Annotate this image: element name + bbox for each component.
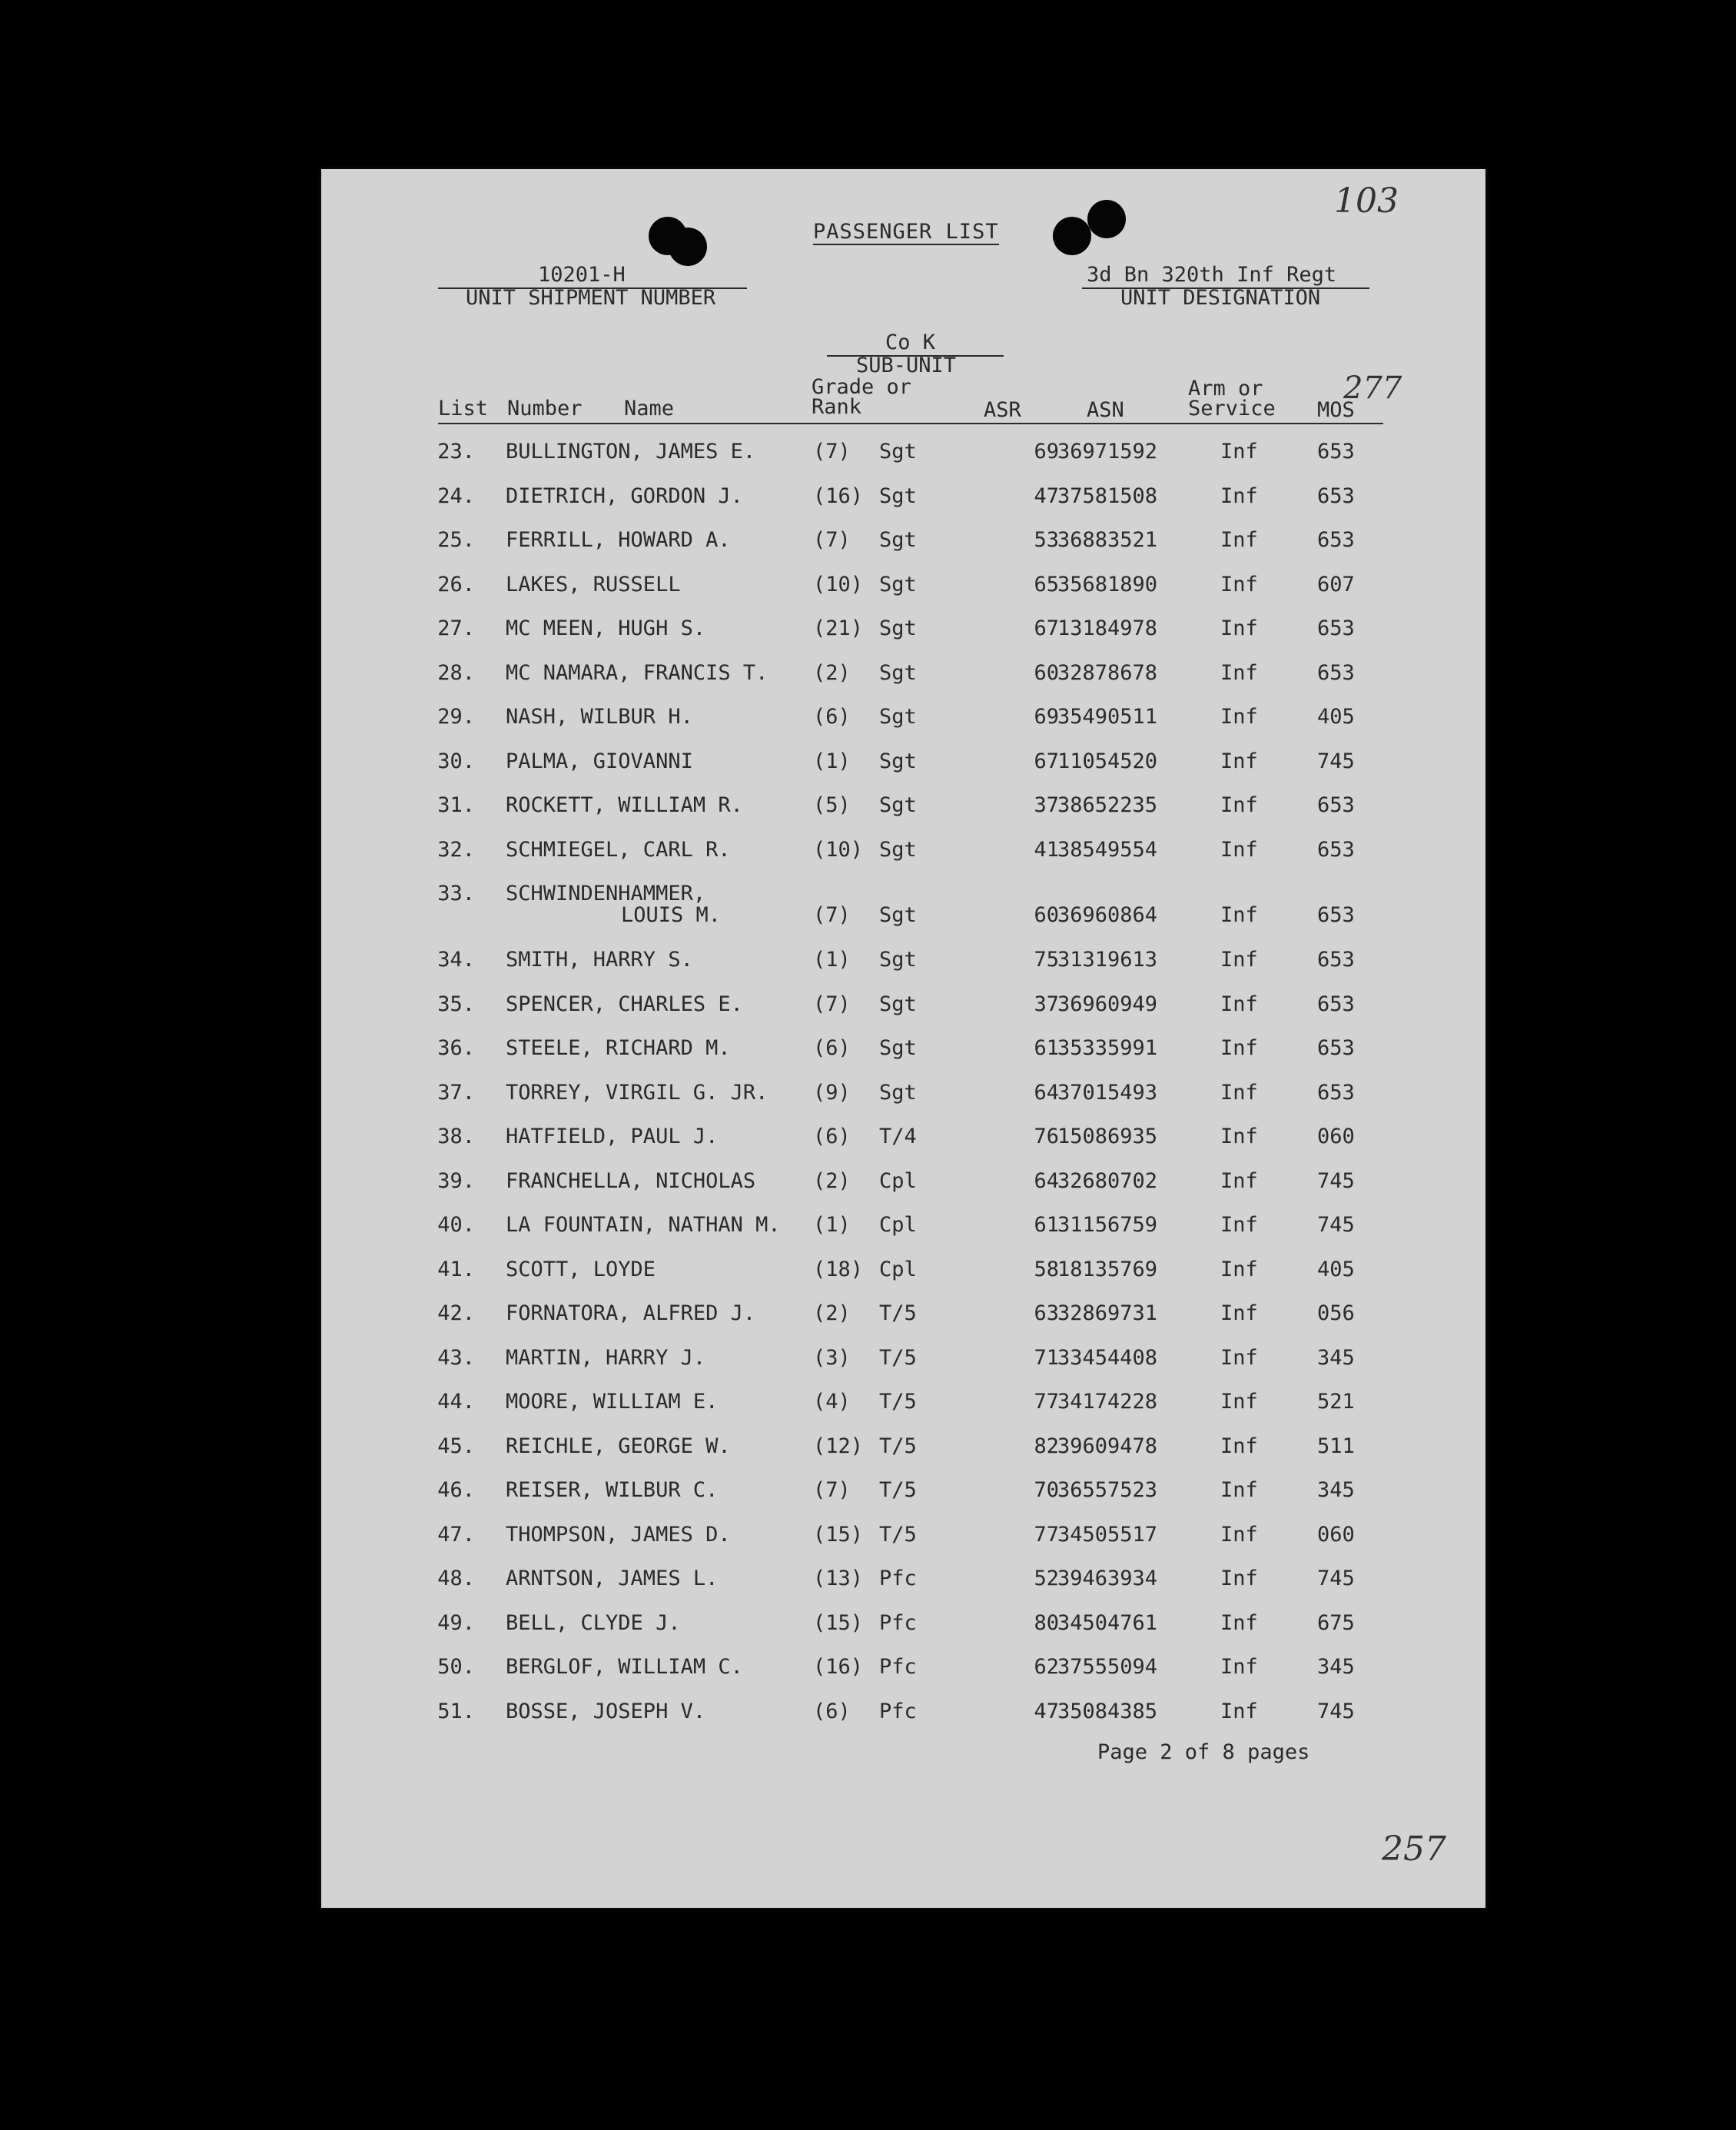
unit-shipment-label: UNIT SHIPMENT NUMBER <box>466 286 716 310</box>
cell-asn: 38652235 <box>1057 793 1158 817</box>
cell-name: SCHWINDENHAMMER, <box>506 882 706 905</box>
cell-grade: (21) <box>813 616 864 640</box>
cell-name: BULLINGTON, JAMES E. <box>506 440 756 464</box>
table-row <box>321 992 1485 1031</box>
cell-arm: Inf <box>1220 992 1258 1016</box>
cell-rank: Sgt <box>879 483 917 508</box>
cell-grade: (2) <box>813 1301 851 1325</box>
cell-arm: Inf <box>1220 948 1258 972</box>
cell-grade: (4) <box>813 1390 851 1414</box>
cell-name: SPENCER, CHARLES E. <box>506 992 743 1016</box>
cell-grade: (3) <box>813 1345 851 1370</box>
cell-mos: 675 <box>1317 1610 1355 1635</box>
cell-grade: (1) <box>813 948 851 972</box>
cell-asr: 70 <box>1034 1478 1059 1502</box>
cell-grade: (9) <box>813 1080 851 1105</box>
col-number: Number <box>507 397 583 420</box>
cell-grade: (1) <box>813 1213 851 1237</box>
cell-arm: Inf <box>1220 1345 1258 1370</box>
cell-asn: 38549554 <box>1057 837 1158 862</box>
cell-arm: Inf <box>1220 705 1258 729</box>
cell-rank: Sgt <box>879 948 917 972</box>
cell-grade: (12) <box>813 1434 864 1458</box>
cell-asn: 18135769 <box>1057 1257 1158 1281</box>
cell-name: MC MEEN, HUGH S. <box>506 616 706 640</box>
cell-grade: (5) <box>813 793 851 817</box>
cell-num: 35. <box>437 992 475 1016</box>
cell-num: 34. <box>437 948 475 972</box>
cell-asn: 37555094 <box>1057 1655 1158 1679</box>
handwritten-count: 277 <box>1343 371 1402 406</box>
cell-arm: Inf <box>1220 572 1258 596</box>
cell-asr: 60 <box>1034 660 1059 685</box>
table-row <box>321 616 1485 655</box>
cell-num: 47. <box>437 1522 475 1547</box>
table-row <box>321 1125 1485 1163</box>
cell-num: 33. <box>437 882 475 905</box>
page-title: PASSENGER LIST <box>813 220 999 244</box>
table-row <box>321 1036 1485 1075</box>
cell-arm: Inf <box>1220 1522 1258 1547</box>
cell-mos: 653 <box>1317 992 1355 1016</box>
cell-asn: 39463934 <box>1057 1567 1158 1590</box>
cell-rank: Cpl <box>879 1213 917 1237</box>
cell-num: 41. <box>437 1257 475 1281</box>
cell-asr: 58 <box>1034 1257 1059 1281</box>
table-row <box>321 793 1485 832</box>
cell-asn: 34505517 <box>1057 1522 1158 1547</box>
cell-name: BERGLOF, WILLIAM C. <box>506 1655 743 1679</box>
cell-arm: Inf <box>1220 903 1258 927</box>
cell-asr: 80 <box>1034 1610 1059 1635</box>
cell-rank: Sgt <box>879 705 917 729</box>
cell-num: 42. <box>437 1301 475 1325</box>
cell-name: TORREY, VIRGIL G. JR. <box>506 1080 768 1105</box>
cell-arm: Inf <box>1220 1257 1258 1281</box>
cell-arm: Inf <box>1220 1036 1258 1060</box>
table-row <box>321 1081 1485 1119</box>
cell-mos: 405 <box>1317 1257 1355 1281</box>
cell-asn: 36971592 <box>1057 440 1158 464</box>
cell-asn: 36960949 <box>1057 992 1158 1016</box>
cell-asr: 67 <box>1034 616 1059 640</box>
table-row <box>321 838 1485 876</box>
cell-grade: (2) <box>813 1168 851 1193</box>
cell-asr: 67 <box>1034 749 1059 773</box>
cell-num: 37. <box>437 1080 475 1105</box>
cell-name: DIETRICH, GORDON J. <box>506 483 743 508</box>
cell-mos: 060 <box>1317 1125 1355 1148</box>
cell-arm: Inf <box>1220 1390 1258 1414</box>
cell-mos: 745 <box>1317 749 1355 773</box>
table-row <box>321 1390 1485 1428</box>
table-row <box>321 1567 1485 1605</box>
cell-name: SCOTT, LOYDE <box>506 1257 656 1281</box>
cell-arm: Inf <box>1220 528 1258 552</box>
cell-name: BELL, CLYDE J. <box>506 1610 681 1635</box>
cell-mos: 060 <box>1317 1522 1355 1547</box>
table-row <box>321 1611 1485 1650</box>
cell-arm: Inf <box>1220 660 1258 685</box>
cell-name: REICHLE, GEORGE W. <box>506 1434 731 1458</box>
cell-rank: T/5 <box>879 1434 917 1458</box>
cell-asr: 60 <box>1034 903 1059 927</box>
table-row <box>321 440 1485 478</box>
cell-num: 50. <box>437 1655 475 1679</box>
cell-rank: T/5 <box>879 1301 917 1325</box>
cell-num: 48. <box>437 1567 475 1590</box>
cell-asr: 37 <box>1034 992 1059 1016</box>
sub-unit-label: SUB-UNIT <box>856 354 957 377</box>
cell-asn: 35681890 <box>1057 572 1158 596</box>
cell-num: 40. <box>437 1213 475 1237</box>
col-asr: ASR <box>984 398 1021 422</box>
cell-asn: 31156759 <box>1057 1213 1158 1237</box>
cell-asr: 64 <box>1034 1080 1059 1105</box>
col-arm-line1: Arm or <box>1188 377 1263 400</box>
cell-asn: 36960864 <box>1057 903 1158 927</box>
cell-arm: Inf <box>1220 1168 1258 1193</box>
header-rule <box>438 423 1383 424</box>
cell-rank: T/5 <box>879 1478 917 1502</box>
cell-name: HATFIELD, PAUL J. <box>506 1125 719 1148</box>
col-name: Name <box>624 397 675 420</box>
cell-asr: 53 <box>1034 528 1059 552</box>
cell-asn: 11054520 <box>1057 749 1158 773</box>
cell-asn: 32869731 <box>1057 1301 1158 1325</box>
cell-name: ARNTSON, JAMES L. <box>506 1567 719 1590</box>
cell-arm: Inf <box>1220 1125 1258 1148</box>
cell-name: THOMPSON, JAMES D. <box>506 1522 731 1547</box>
cell-rank: Sgt <box>879 749 917 773</box>
cell-grade: (7) <box>813 903 851 927</box>
cell-mos: 653 <box>1317 948 1355 972</box>
col-grade-line1: Grade or <box>812 375 912 399</box>
cell-asn: 34174228 <box>1057 1390 1158 1414</box>
cell-arm: Inf <box>1220 1478 1258 1502</box>
cell-num: 51. <box>437 1699 475 1723</box>
cell-num: 43. <box>437 1345 475 1370</box>
cell-mos: 745 <box>1317 1168 1355 1193</box>
cell-name: ROCKETT, WILLIAM R. <box>506 793 743 817</box>
cell-asr: 62 <box>1034 1655 1059 1679</box>
table-row <box>321 882 1485 927</box>
punch-hole-left-b <box>669 228 707 266</box>
cell-mos: 745 <box>1317 1213 1355 1237</box>
cell-grade: (10) <box>813 572 864 596</box>
cell-mos: 745 <box>1317 1567 1355 1590</box>
cell-asn: 34504761 <box>1057 1610 1158 1635</box>
cell-num: 39. <box>437 1168 475 1193</box>
table-row <box>321 1478 1485 1517</box>
cell-asn: 35084385 <box>1057 1699 1158 1723</box>
cell-mos: 653 <box>1317 1080 1355 1105</box>
table-row <box>321 661 1485 699</box>
cell-grade: (6) <box>813 1125 851 1148</box>
cell-name: FORNATORA, ALFRED J. <box>506 1301 756 1325</box>
cell-rank: Sgt <box>879 1080 917 1105</box>
unit-shipment-number: 10201-H <box>538 263 626 287</box>
cell-rank: Sgt <box>879 616 917 640</box>
cell-grade: (6) <box>813 705 851 729</box>
cell-name: FRANCHELLA, NICHOLAS <box>506 1168 756 1193</box>
cell-num: 45. <box>437 1434 475 1458</box>
cell-num: 32. <box>437 837 475 862</box>
table-row <box>321 749 1485 788</box>
cell-name: LA FOUNTAIN, NATHAN M. <box>506 1213 781 1237</box>
passenger-list-page <box>321 169 1485 1908</box>
cell-rank: Sgt <box>879 572 917 596</box>
table-row <box>321 1213 1485 1251</box>
cell-asr: 65 <box>1034 572 1059 596</box>
table-row <box>321 705 1485 743</box>
cell-rank: Cpl <box>879 1168 917 1193</box>
cell-grade: (7) <box>813 440 851 464</box>
table-row <box>321 1523 1485 1561</box>
cell-num: 49. <box>437 1610 475 1635</box>
cell-grade: (16) <box>813 1655 864 1679</box>
cell-arm: Inf <box>1220 837 1258 862</box>
cell-grade: (1) <box>813 749 851 773</box>
cell-mos: 745 <box>1317 1699 1355 1723</box>
table-row <box>321 1258 1485 1296</box>
cell-asr: 82 <box>1034 1434 1059 1458</box>
cell-rank: Pfc <box>879 1567 917 1590</box>
cell-mos: 345 <box>1317 1655 1355 1679</box>
cell-asn: 35335991 <box>1057 1036 1158 1060</box>
cell-asr: 47 <box>1034 1699 1059 1723</box>
cell-grade: (6) <box>813 1699 851 1723</box>
cell-mos: 653 <box>1317 483 1355 508</box>
cell-grade: (18) <box>813 1257 864 1281</box>
cell-mos: 345 <box>1317 1478 1355 1502</box>
punch-hole-right-b <box>1087 200 1126 238</box>
cell-num: 23. <box>437 440 475 464</box>
cell-num: 30. <box>437 749 475 773</box>
cell-grade: (2) <box>813 660 851 685</box>
cell-grade: (16) <box>813 483 864 508</box>
cell-asn: 36557523 <box>1057 1478 1158 1502</box>
cell-arm: Inf <box>1220 749 1258 773</box>
cell-num: 36. <box>437 1036 475 1060</box>
cell-rank: Sgt <box>879 1036 917 1060</box>
col-arm-line2: Service <box>1188 397 1276 420</box>
cell-asn: 13184978 <box>1057 616 1158 640</box>
cell-rank: T/5 <box>879 1345 917 1370</box>
cell-num: 44. <box>437 1390 475 1414</box>
cell-asn: 36883521 <box>1057 528 1158 552</box>
cell-asr: 37 <box>1034 793 1059 817</box>
cell-name: NASH, WILBUR H. <box>506 705 693 729</box>
cell-rank: Pfc <box>879 1610 917 1635</box>
cell-arm: Inf <box>1220 440 1258 464</box>
table-row <box>321 1434 1485 1473</box>
cell-grade: (13) <box>813 1567 864 1590</box>
cell-num: 31. <box>437 793 475 817</box>
cell-grade: (15) <box>813 1522 864 1547</box>
handwritten-folio: 103 <box>1334 181 1399 221</box>
cell-grade: (7) <box>813 992 851 1016</box>
cell-asn: 15086935 <box>1057 1125 1158 1148</box>
cell-arm: Inf <box>1220 793 1258 817</box>
cell-asn: 32680702 <box>1057 1168 1158 1193</box>
cell-rank: Cpl <box>879 1257 917 1281</box>
cell-rank: Sgt <box>879 793 917 817</box>
cell-name: LAKES, RUSSELL <box>506 572 681 596</box>
cell-grade: (7) <box>813 1478 851 1502</box>
cell-mos: 405 <box>1317 705 1355 729</box>
cell-name: STEELE, RICHARD M. <box>506 1036 731 1060</box>
cell-name: MC NAMARA, FRANCIS T. <box>506 660 768 685</box>
cell-asr: 69 <box>1034 440 1059 464</box>
table-row <box>321 528 1485 567</box>
cell-mos: 653 <box>1317 837 1355 862</box>
cell-arm: Inf <box>1220 1610 1258 1635</box>
cell-rank: Pfc <box>879 1655 917 1679</box>
cell-name: SCHMIEGEL, CARL R. <box>506 837 731 862</box>
cell-arm: Inf <box>1220 1080 1258 1105</box>
cell-rank: T/5 <box>879 1390 917 1414</box>
cell-rank: Sgt <box>879 528 917 552</box>
cell-asr: 52 <box>1034 1567 1059 1590</box>
cell-rank: Sgt <box>879 660 917 685</box>
cell-rank: Sgt <box>879 440 917 464</box>
table-row <box>321 1700 1485 1738</box>
cell-num: 25. <box>437 528 475 552</box>
cell-arm: Inf <box>1220 1434 1258 1458</box>
cell-name: PALMA, GIOVANNI <box>506 749 693 773</box>
cell-rank: Sgt <box>879 903 917 927</box>
cell-asr: 61 <box>1034 1213 1059 1237</box>
unit-designation-label: UNIT DESIGNATION <box>1120 286 1321 310</box>
punch-hole-right-a <box>1053 217 1091 255</box>
cell-grade: (15) <box>813 1610 864 1635</box>
cell-num: 24. <box>437 483 475 508</box>
cell-asr: 77 <box>1034 1390 1059 1414</box>
cell-mos: 521 <box>1317 1390 1355 1414</box>
cell-name: REISER, WILBUR C. <box>506 1478 719 1502</box>
cell-asn: 31319613 <box>1057 948 1158 972</box>
cell-mos: 607 <box>1317 572 1355 596</box>
cell-rank: T/4 <box>879 1125 917 1148</box>
cell-asn: 39609478 <box>1057 1434 1158 1458</box>
cell-grade: (10) <box>813 837 864 862</box>
col-grade-line2: Rank <box>812 395 862 419</box>
cell-asn: 33454408 <box>1057 1345 1158 1370</box>
cell-name: MOORE, WILLIAM E. <box>506 1390 719 1414</box>
cell-arm: Inf <box>1220 1301 1258 1325</box>
cell-mos: 653 <box>1317 616 1355 640</box>
cell-grade: (6) <box>813 1036 851 1060</box>
cell-mos: 653 <box>1317 793 1355 817</box>
table-row <box>321 1169 1485 1208</box>
cell-num: 26. <box>437 572 475 596</box>
col-asn: ASN <box>1087 398 1124 422</box>
cell-asr: 69 <box>1034 705 1059 729</box>
col-list: List <box>438 397 489 420</box>
cell-mos: 653 <box>1317 440 1355 464</box>
cell-asr: 63 <box>1034 1301 1059 1325</box>
handwritten-archive-number: 257 <box>1382 1829 1446 1869</box>
cell-name: SMITH, HARRY S. <box>506 948 693 972</box>
cell-num: 38. <box>437 1125 475 1148</box>
cell-arm: Inf <box>1220 483 1258 508</box>
cell-asn: 37015493 <box>1057 1080 1158 1105</box>
cell-num: 27. <box>437 616 475 640</box>
cell-mos: 056 <box>1317 1301 1355 1325</box>
cell-rank: Pfc <box>879 1699 917 1723</box>
cell-mos: 653 <box>1317 1036 1355 1060</box>
cell-arm: Inf <box>1220 1655 1258 1679</box>
cell-rank: Sgt <box>879 837 917 862</box>
cell-mos: 653 <box>1317 903 1355 927</box>
col-mos: MOS <box>1317 398 1355 422</box>
table-row <box>321 573 1485 611</box>
cell-arm: Inf <box>1220 1567 1258 1590</box>
cell-asr: 64 <box>1034 1168 1059 1193</box>
cell-asn: 32878678 <box>1057 660 1158 685</box>
cell-name: MARTIN, HARRY J. <box>506 1345 706 1370</box>
page-count: Page 2 of 8 pages <box>1097 1740 1310 1764</box>
cell-mos: 511 <box>1317 1434 1355 1458</box>
table-row <box>321 484 1485 523</box>
cell-rank: Sgt <box>879 992 917 1016</box>
cell-asr: 61 <box>1034 1036 1059 1060</box>
table-row <box>321 1655 1485 1693</box>
cell-asr: 77 <box>1034 1522 1059 1547</box>
cell-name-continued: LOUIS M. <box>621 903 722 927</box>
table-row <box>321 1346 1485 1384</box>
cell-grade: (7) <box>813 528 851 552</box>
cell-arm: Inf <box>1220 1699 1258 1723</box>
cell-arm: Inf <box>1220 1213 1258 1237</box>
cell-num: 29. <box>437 705 475 729</box>
cell-mos: 653 <box>1317 660 1355 685</box>
cell-rank: T/5 <box>879 1522 917 1547</box>
cell-name: BOSSE, JOSEPH V. <box>506 1699 706 1723</box>
cell-asr: 41 <box>1034 837 1059 862</box>
cell-num: 46. <box>437 1478 475 1502</box>
table-row <box>321 1301 1485 1340</box>
cell-mos: 345 <box>1317 1345 1355 1370</box>
table-row <box>321 948 1485 986</box>
cell-asn: 37581508 <box>1057 483 1158 508</box>
cell-asn: 35490511 <box>1057 705 1158 729</box>
cell-arm: Inf <box>1220 616 1258 640</box>
cell-asr: 76 <box>1034 1125 1059 1148</box>
cell-mos: 653 <box>1317 528 1355 552</box>
cell-asr: 75 <box>1034 948 1059 972</box>
sub-unit: Co K <box>885 331 936 354</box>
cell-name: FERRILL, HOWARD A. <box>506 528 731 552</box>
cell-num: 28. <box>437 660 475 685</box>
cell-asr: 47 <box>1034 483 1059 508</box>
cell-asr: 71 <box>1034 1345 1059 1370</box>
unit-designation: 3d Bn 320th Inf Regt <box>1087 263 1337 287</box>
